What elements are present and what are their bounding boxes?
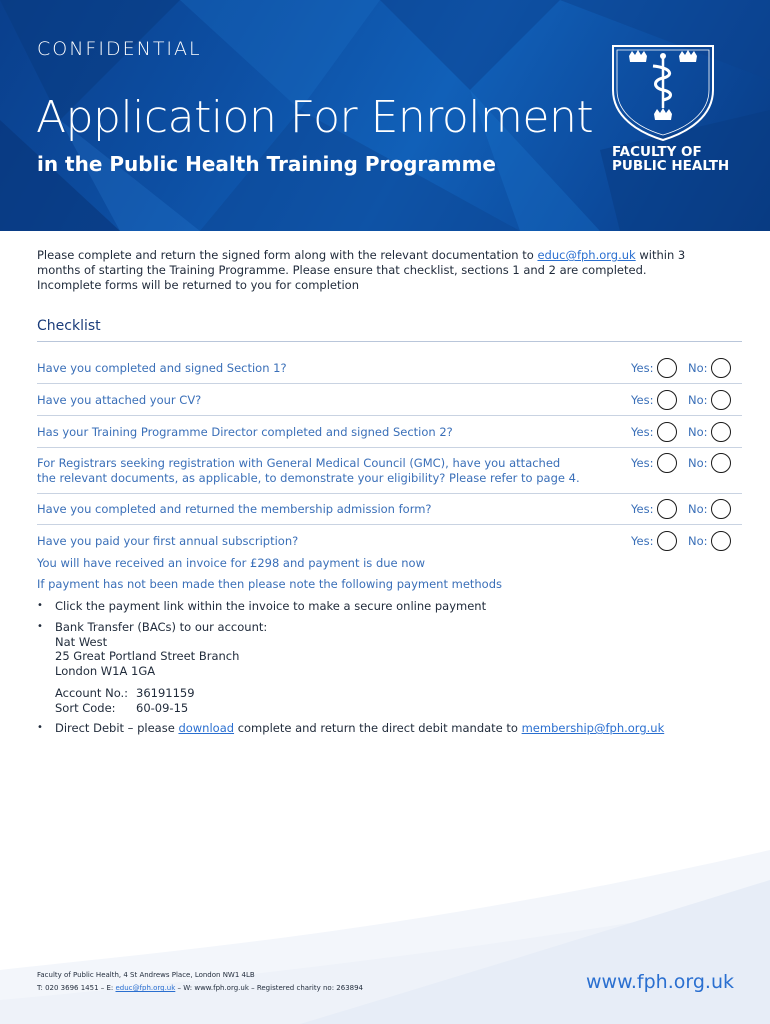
row-divider: [37, 493, 742, 494]
row-divider: [37, 447, 742, 448]
checklist-question: Have you attached your CV?: [37, 393, 202, 407]
row-divider: [37, 383, 742, 384]
row-divider: [37, 524, 742, 525]
download-link[interactable]: download: [178, 721, 235, 735]
bullet: •: [37, 600, 43, 611]
yes-radio[interactable]: [657, 499, 677, 519]
payment-item-bank-transfer: [37, 620, 742, 715]
payment-online-text: Click the payment link within the invoice to make a secure online payment: [55, 599, 487, 613]
confidential-label: CONFIDENTIAL: [37, 38, 202, 60]
logo-line-1: FACULTY OF: [612, 144, 702, 160]
logo-line-2: PUBLIC HEALTH: [612, 158, 730, 174]
intro-text-after: within 3 months of starting the Training Programme. Please ensure that checklist, sections 1 and 2 are completed. Incomplete forms will be returned to you for completion: [37, 248, 686, 292]
no-label: No:: [688, 393, 708, 407]
payment-item-direct-debit: [37, 721, 742, 737]
bank-branch: 25 Great Portland Street Branch: [55, 649, 240, 663]
checklist-question: For Registrars seeking registration with General Medical Council (GMC), have you attached the relevant documents, as applicable, to demonstrate your eligibility? Please refer to page 4.: [37, 456, 580, 485]
direct-debit-text: [55, 721, 664, 736]
faculty-shield-logo-icon: [607, 42, 719, 142]
sort-code-row: [55, 701, 267, 716]
invoice-note: You will have received an invoice for £298 and payment is due now: [37, 556, 425, 570]
checklist-question: Have you paid your first annual subscription?: [37, 534, 299, 548]
membership-email-link[interactable]: membership@fph.org.uk: [521, 721, 665, 735]
yes-label: Yes:: [631, 393, 654, 407]
yes-radio[interactable]: [657, 531, 677, 551]
checklist-question: Have you completed and signed Section 1?: [37, 361, 287, 375]
no-label: No:: [688, 425, 708, 439]
sort-code-value: 60-09-15: [136, 700, 189, 715]
bank-city: London W1A 1GA: [55, 663, 156, 678]
page-subtitle: in the Public Health Training Programme: [37, 152, 496, 176]
footer-contact-after: – W: www.fph.org.uk – Registered charity no: 263894: [175, 984, 364, 992]
yes-radio[interactable]: [657, 390, 677, 410]
yes-radio[interactable]: [657, 453, 677, 473]
no-radio[interactable]: [711, 422, 731, 442]
header-banner: [0, 0, 770, 231]
bullet: •: [37, 621, 43, 632]
checklist-divider: [37, 341, 742, 342]
no-radio[interactable]: [711, 358, 731, 378]
footer-contact-info: [37, 969, 363, 995]
no-label: No:: [688, 502, 708, 516]
intro-paragraph: [37, 248, 702, 293]
payment-methods-note: If payment has not been made then please note the following payment methods: [37, 577, 503, 591]
row-divider: [37, 415, 742, 416]
bank-name: Nat West: [55, 634, 108, 649]
footer-email-link[interactable]: educ@fph.org.uk: [115, 984, 176, 992]
faculty-logo-text: [612, 145, 742, 173]
no-radio[interactable]: [711, 531, 731, 551]
footer-website-link[interactable]: www.fph.org.uk: [586, 971, 734, 993]
sort-code-label: Sort Code:: [55, 700, 116, 715]
no-radio[interactable]: [711, 453, 731, 473]
footer-address: Faculty of Public Health, 4 St Andrews Place, London NW1 4LB: [37, 971, 255, 979]
yes-radio[interactable]: [657, 358, 677, 378]
no-label: No:: [688, 534, 708, 548]
page-title: Application For Enrolment: [36, 92, 594, 143]
bank-transfer-heading: Bank Transfer (BACs) to our account:: [55, 620, 268, 634]
checklist-heading: Checklist: [37, 318, 101, 334]
account-number-row: [55, 686, 267, 701]
bullet: •: [37, 722, 43, 733]
no-radio[interactable]: [711, 390, 731, 410]
checklist-question: Has your Training Programme Director completed and signed Section 2?: [37, 425, 453, 439]
no-label: No:: [688, 361, 708, 375]
bank-details: [55, 620, 267, 715]
account-number-label: Account No.:: [55, 686, 129, 700]
intro-text-before: Please complete and return the signed form along with the relevant documentation to: [37, 248, 538, 262]
no-label: No:: [688, 456, 708, 470]
checklist-question: Have you completed and returned the membership admission form?: [37, 502, 432, 516]
footer-contact-before: T: 020 3696 1451 – E:: [37, 984, 116, 992]
no-radio[interactable]: [711, 499, 731, 519]
direct-debit-before: Direct Debit – please: [55, 721, 179, 735]
yes-label: Yes:: [631, 502, 654, 516]
footer-contact-line: [37, 982, 363, 995]
yes-label: Yes:: [631, 534, 654, 548]
yes-label: Yes:: [631, 456, 654, 470]
direct-debit-middle: complete and return the direct debit mandate to: [234, 721, 522, 735]
yes-label: Yes:: [631, 361, 654, 375]
yes-radio[interactable]: [657, 422, 677, 442]
account-number-value: 36191159: [136, 686, 195, 700]
payment-item-online: [37, 599, 742, 615]
yes-label: Yes:: [631, 425, 654, 439]
intro-email-link[interactable]: educ@fph.org.uk: [537, 248, 636, 262]
